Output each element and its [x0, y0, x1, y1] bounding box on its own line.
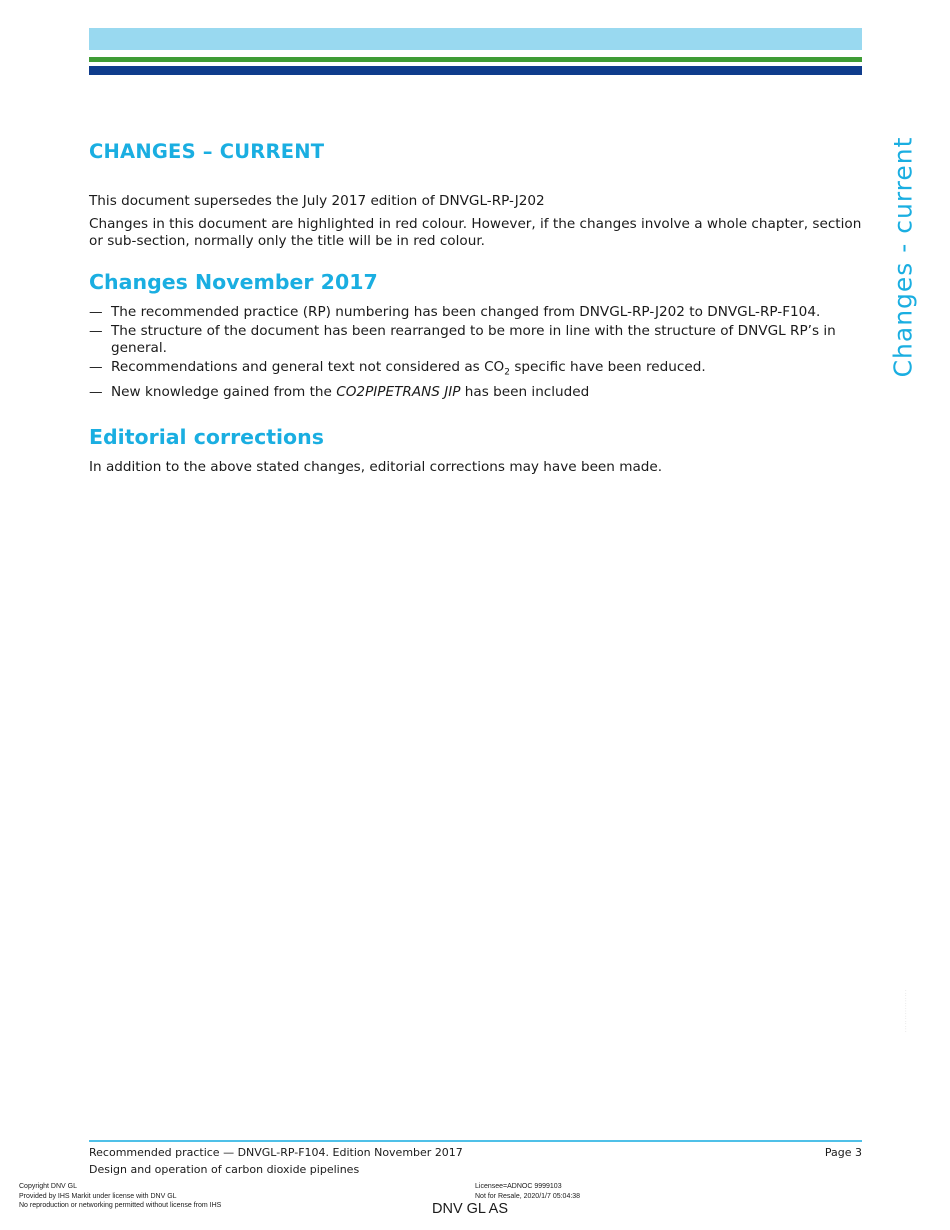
header-band-navy	[89, 66, 862, 75]
list-item-text: New knowledge gained from the	[111, 383, 337, 400]
editorial-section	[89, 425, 864, 476]
stamp-line: Licensee=ADNOC 9999103	[475, 1183, 562, 1190]
changes-section	[89, 270, 864, 401]
list-item-text: specific have been reduced.	[510, 359, 706, 375]
section-heading: Editorial corrections	[89, 424, 324, 449]
page-number: Page 3	[824, 1146, 862, 1159]
stamp-line: Copyright DNV GL	[19, 1183, 77, 1190]
section-heading: Changes November 2017	[89, 270, 378, 294]
stamp-line: No reproduction or networking permitted without license from IHS	[19, 1202, 222, 1209]
list-item-text: Recommendations and general text not considered as CO	[111, 359, 505, 375]
page-content	[89, 140, 864, 482]
list-item: — The structure of the document has been rearranged to be more in line with the structure of DNVGL RP’s in general.	[89, 323, 864, 357]
brand-name: DNV GL AS	[432, 1201, 509, 1217]
editorial-text: In addition to the above stated changes, editorial corrections may have been made.	[89, 458, 663, 475]
stamp-line: Not for Resale, 2020/1/7 05:04:38	[475, 1192, 581, 1200]
list-item	[89, 359, 864, 382]
footer-document-subtitle: Design and operation of carbon dioxide pipelines	[89, 1163, 360, 1176]
side-title: Changes - current	[888, 136, 918, 378]
intro-paragraph: Changes in this document are highlighted in red colour. However, if the changes involve a whole chapter, section or sub-section, normally only the title will be in red colour.	[89, 216, 862, 249]
emphasis: CO2PIPETRANS JIP	[336, 383, 461, 400]
subscript: 2	[504, 367, 510, 378]
stamp-line: Provided by IHS Markit under license with DNV GL	[19, 1192, 177, 1200]
footer-divider	[89, 1140, 862, 1142]
copyright-stamp	[19, 1182, 221, 1211]
header-band-light	[89, 28, 862, 50]
list-item	[89, 384, 864, 401]
list-item-text: has been included	[460, 383, 590, 400]
page-title: CHANGES – CURRENT	[89, 140, 325, 163]
header-band-green	[89, 57, 862, 62]
side-watermark: · · · · · · · · · · · · · · · · ·	[903, 990, 909, 1032]
intro-paragraph: This document supersedes the July 2017 edition of DNVGL-RP-J202	[89, 193, 545, 209]
changes-list	[89, 304, 864, 401]
list-item: — The recommended practice (RP) numbering has been changed from DNVGL-RP-J202 to DNVGL-RP-F104.	[89, 304, 864, 321]
footer-document-title: Recommended practice — DNVGL-RP-F104. Edition November 2017	[89, 1146, 463, 1159]
license-stamp	[475, 1182, 580, 1201]
